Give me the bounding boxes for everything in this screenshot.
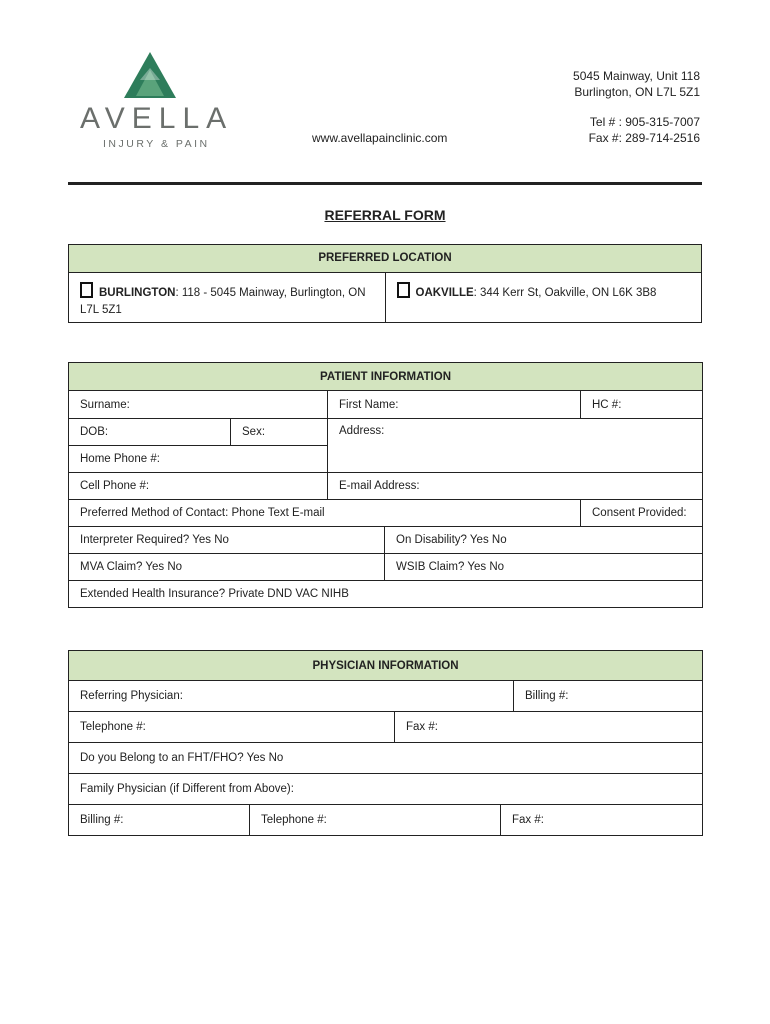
clinic-tel: Tel # : 905-315-7007 — [589, 115, 700, 129]
location-burlington[interactable] — [69, 273, 386, 323]
header-divider — [68, 182, 702, 185]
oakville-name: OAKVILLE — [415, 287, 474, 299]
family-billing-field[interactable]: Billing #: — [69, 805, 250, 836]
first-name-field[interactable]: First Name: — [328, 391, 581, 419]
billing-field[interactable]: Billing #: — [514, 681, 703, 712]
patient-info-header: PATIENT INFORMATION — [69, 363, 703, 391]
mva-claim-field[interactable]: MVA Claim? Yes No — [69, 554, 385, 581]
form-title: REFERRAL FORM — [324, 207, 446, 223]
email-field[interactable]: E-mail Address: — [328, 473, 703, 500]
clinic-fax: Fax #: 289-714-2516 — [588, 131, 700, 145]
address-line-2: Burlington, ON L7L 5Z1 — [574, 85, 700, 99]
oakville-address: : 344 Kerr St, Oakville, ON L6K 3B8 — [473, 287, 657, 299]
interpreter-field[interactable]: Interpreter Required? Yes No — [69, 527, 385, 554]
family-physician-field[interactable]: Family Physician (if Different from Above): — [69, 774, 703, 805]
address-line-1: 5045 Mainway, Unit 118 — [573, 69, 700, 83]
cell-phone-field[interactable]: Cell Phone #: — [69, 473, 328, 500]
avella-logo-icon — [122, 50, 178, 100]
telephone-field[interactable]: Telephone #: — [69, 712, 395, 743]
logo-wordmark: AVELLA — [80, 102, 234, 135]
sex-field[interactable]: Sex: — [231, 419, 328, 446]
address-field[interactable]: Address: — [328, 419, 703, 473]
wsib-claim-field[interactable]: WSIB Claim? Yes No — [385, 554, 703, 581]
fht-fho-field[interactable]: Do you Belong to an FHT/FHO? Yes No — [69, 743, 703, 774]
clinic-address — [573, 68, 700, 100]
clinic-website: www.avellapainclinic.com — [312, 131, 448, 145]
home-phone-field[interactable]: Home Phone #: — [69, 446, 328, 473]
fax-field[interactable]: Fax #: — [395, 712, 703, 743]
contact-method-field[interactable]: Preferred Method of Contact: Phone Text E-mail — [69, 500, 581, 527]
location-oakville[interactable] — [385, 273, 702, 323]
extended-health-field[interactable]: Extended Health Insurance? Private DND VAC NIHB — [69, 581, 703, 608]
family-fax-field[interactable]: Fax #: — [501, 805, 703, 836]
family-telephone-field[interactable]: Telephone #: — [250, 805, 501, 836]
disability-field[interactable]: On Disability? Yes No — [385, 527, 703, 554]
burlington-address: : 118 - 5045 Mainway, Burlington, ON L7L 5Z1 — [80, 287, 366, 316]
physician-information-table — [68, 650, 703, 836]
dob-field[interactable]: DOB: — [69, 419, 231, 446]
consent-field[interactable]: Consent Provided: — [581, 500, 703, 527]
burlington-checkbox[interactable] — [80, 282, 93, 298]
preferred-location-table — [68, 244, 702, 323]
logo-tagline: INJURY & PAIN — [103, 138, 210, 150]
preferred-location-header: PREFERRED LOCATION — [69, 245, 702, 273]
oakville-checkbox[interactable] — [397, 282, 410, 298]
clinic-contact — [589, 114, 700, 146]
hc-field[interactable]: HC #: — [581, 391, 703, 419]
referring-physician-field[interactable]: Referring Physician: — [69, 681, 514, 712]
burlington-name: BURLINGTON — [99, 287, 176, 299]
surname-field[interactable]: Surname: — [69, 391, 328, 419]
patient-information-table — [68, 362, 703, 608]
physician-info-header: PHYSICIAN INFORMATION — [69, 651, 703, 681]
